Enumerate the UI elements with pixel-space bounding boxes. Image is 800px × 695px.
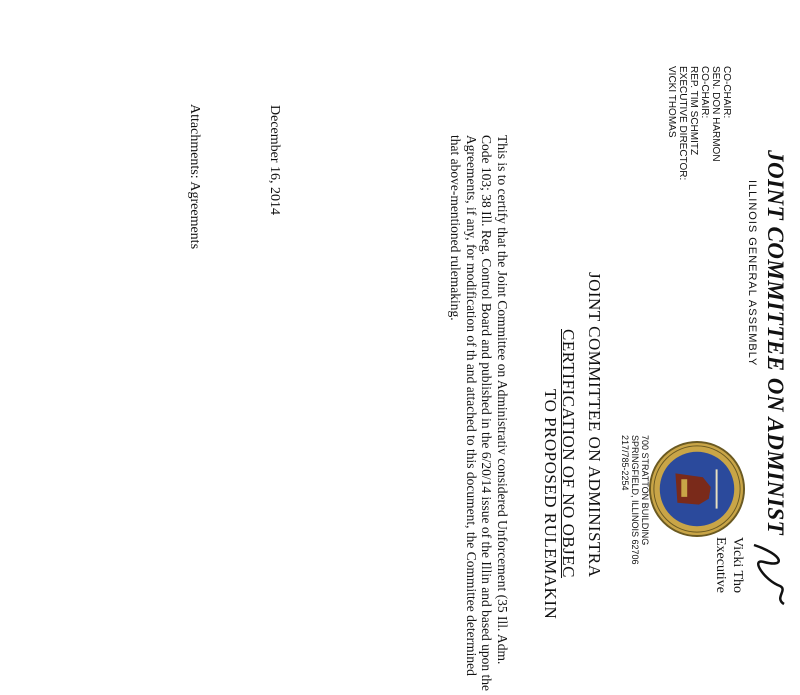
member-line: VICKI THOMAS [666, 66, 677, 138]
certification-title: CERTIFICATION OF NO OBJEC [559, 329, 578, 579]
letterhead-subtitle: ILLINOIS GENERAL ASSEMBLY [746, 180, 758, 367]
signer-title: Executive [713, 537, 728, 593]
address-line: SPRINGFIELD, ILLINOIS 62706 [630, 435, 640, 565]
letterhead-title: JOINT COMMITTEE ON ADMINIST [763, 150, 788, 536]
member-line: CO-CHAIR: [721, 66, 732, 119]
member-line: REP. TIM SCHMITZ [688, 66, 699, 156]
address-line: 700 STRATTON BUILDING [640, 435, 650, 546]
committee-heading: JOINT COMMITTEE ON ADMINISTRA [585, 272, 604, 578]
committee-members [666, 66, 732, 180]
attachments-line: Attachments: Agreements [187, 104, 202, 250]
certification-body: This is to certify that the Joint Committee on Administrativ considered Unforcement (35 Ill. Adm. Code 103; 38 Ill. Reg. Control Board and published in the 6/20/14 issue of the Illin and based upon the Agreements, if any, for modification of th and attached to this document, the Committee determined that above-mentioned rulemaking. [447, 135, 510, 692]
certification-subtitle: TO PROPOSED RULEMAKIN [541, 389, 560, 620]
document-date: December 16, 2014 [267, 105, 282, 216]
address-line: 217/785-2254 [620, 435, 630, 491]
illinois-seal-icon [648, 440, 746, 538]
handwritten-signature [746, 540, 794, 610]
member-line: SEN. DON HARMON [710, 66, 721, 162]
letterhead-address [620, 435, 650, 565]
member-line: EXECUTIVE DIRECTOR: [677, 66, 688, 181]
signer-name: Vicki Tho [730, 537, 745, 594]
member-line: CO-CHAIR: [699, 66, 710, 119]
